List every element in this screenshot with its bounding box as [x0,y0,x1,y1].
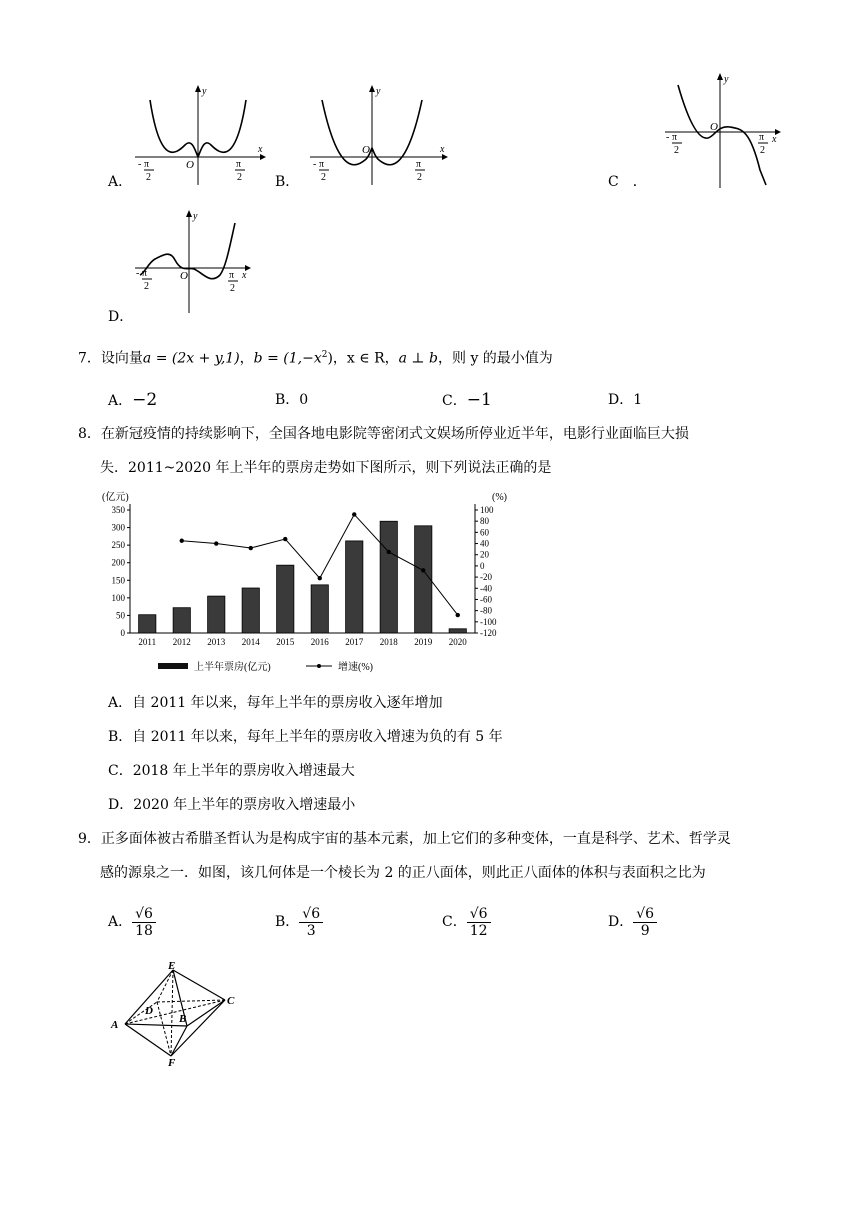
category-label: 2017 [345,637,364,647]
graph-b-neg-pi: π [319,159,325,170]
q9-option-d-label: D． [608,914,634,930]
q9-option-d-den: 9 [640,922,650,939]
growth-point [214,541,218,545]
box-office-chart-svg [100,488,540,678]
graph-a-x: x [258,144,263,155]
graph-d-origin: O [180,270,188,282]
vertex-e: E [168,960,176,972]
graph-a-neg-pi: π [144,159,150,170]
bar [346,541,363,633]
legend-line-label: 增速(%) [338,662,373,673]
q8-option-c: C．2018 年上半年的票房收入增速最大 [108,763,355,779]
vertex-b: B [179,1013,187,1025]
tick-label-right: 60 [480,527,489,538]
q9-option-d-num: √6 [633,906,657,923]
tick-label-right: 20 [480,549,489,560]
graph-a-2: 2 [237,172,242,183]
q7-prefix: 7．设向量 [78,350,143,367]
q9-option-a-den: 18 [135,922,153,939]
q9-option-a-label: A． [108,914,133,930]
chart-ylabel-left: (亿元) [102,492,129,503]
q6-option-d-label: D． [108,309,134,325]
graph-d-neg: - [136,268,140,279]
q7-vec-b: b = (1,−x [253,350,322,367]
q8-option-d: D．2020 年上半年的票房收入增速最小 [108,797,356,813]
q9-option-c-label: C． [442,914,467,930]
legend-bar-label: 上半年票房(亿元) [194,662,271,673]
chart-ylabel-right: (%) [492,492,507,503]
growth-point [249,546,253,550]
q7-option-c-value: −1 [466,390,492,410]
q7-vec-b-end: ) [327,350,333,367]
bar [415,526,432,633]
q7-option-b-value: 0 [299,392,309,408]
tick-label-right: 0 [480,560,485,571]
q9-option-a-num: √6 [132,906,156,923]
q9-stem-line2: 感的源泉之一．如图，该几何体是一个棱长为 2 的正八面体，则此正八面体的体积与表面积之比为 [100,865,706,881]
q9-stem-line1: 9．正多面体被古希腊圣哲认为是构成宇宙的基本元素，加上它们的多种变体，一直是科学、艺术、哲学灵 [78,831,731,847]
category-label: 2014 [241,637,260,647]
category-label: 2018 [379,637,398,647]
bar [242,588,259,633]
tick-label-right: -80 [480,605,492,616]
growth-point [180,539,184,543]
graph-d-pi: π [229,270,235,281]
vertex-c: C [227,995,235,1007]
q7-option-b-label: B． [275,392,300,408]
q7-option-a [108,390,157,411]
q8-option-b: B．自 2011 年以来，每年上半年的票房收入增速为负的有 5 年 [108,729,503,745]
graph-c-2: 2 [760,145,765,156]
bar [277,565,294,633]
graph-option-d [130,205,260,319]
q9-option-a [108,900,156,944]
octahedron-svg [105,958,245,1068]
graph-c-neg-2: 2 [674,145,679,156]
tick-label-left: 300 [111,522,125,533]
q7-vec-a: a = (2x + y,1) [142,350,240,367]
category-label: 2016 [310,637,329,647]
q7-option-c [442,390,492,411]
tick-label-left: 100 [111,592,125,603]
tick-label-right: -120 [480,628,497,638]
graph-d-y: y [193,211,198,222]
tick-label-right: -60 [480,594,492,605]
growth-point [387,550,391,554]
tick-label-left: 350 [111,505,125,515]
graph-b-pi: π [416,159,422,170]
q7-stem: 7．设向量a = (2x + y,1)，$b = (1,-x^2)$，x ∈ R，a ⊥ b，则 y 的最小值为 [78,350,553,367]
graph-b-origin: O [362,144,370,156]
q8-option-a: A．自 2011 年以来，每年上半年的票房收入逐年增加 [108,695,443,711]
graph-d-svg [130,205,260,315]
bar [311,585,328,633]
graph-a-neg-2: 2 [146,172,151,183]
graph-d-2: 2 [230,283,235,294]
tick-label-right: 100 [480,505,494,515]
tick-label-left: 50 [116,610,125,621]
graph-a-neg: - [138,159,142,170]
graph-b-svg [300,80,460,190]
graph-option-b [300,80,460,194]
q7-vec-b-exp: 2 [321,350,328,360]
graph-option-c [660,70,790,194]
graph-c-neg-pi: π [672,132,678,143]
legend-bar-swatch [158,663,188,669]
graph-a-y: y [202,86,207,97]
q6-option-c-label: C ． [608,174,647,190]
category-label: 2019 [414,637,433,647]
bar [449,629,466,633]
graph-c-svg [660,70,790,190]
bar [208,596,225,633]
growth-point [318,576,322,580]
tick-label-right: 40 [480,538,489,549]
q7-option-d [608,390,642,410]
tick-label-left: 250 [111,540,125,551]
q7-option-b [275,390,308,410]
q7-option-c-label: C． [442,393,467,409]
graph-b-2: 2 [417,172,422,183]
growth-point [352,512,356,516]
vertex-f: F [168,1057,176,1068]
graph-c-neg: - [666,132,670,143]
q9-option-c [442,900,491,944]
graph-c-origin: O [710,121,718,133]
graph-d-neg-pi: π [142,268,148,279]
tick-label-right: -100 [480,616,497,627]
graph-b-neg: - [313,159,317,170]
vertex-a: A [111,1019,119,1031]
growth-point [421,568,425,572]
tick-label-right: -20 [480,572,492,583]
octahedron-figure [105,958,245,1072]
q7-suffix: ，则 y 的最小值为 [438,350,553,367]
tick-label-left: 200 [111,557,125,568]
graph-b-y: y [376,86,381,97]
category-label: 2012 [172,637,191,647]
graph-b-x: x [440,144,445,155]
graph-d-neg-2: 2 [144,281,149,292]
category-label: 2011 [138,637,157,647]
graph-d-x: x [242,270,247,281]
q6-option-a-label: A． [108,174,133,190]
tick-label-left: 0 [120,628,125,638]
graph-a-svg [110,80,270,190]
q9-option-b-num: √6 [299,906,323,923]
q7-option-a-label: A． [108,393,133,409]
graph-a-origin: O [186,159,194,171]
graph-option-a [110,80,270,194]
q9-option-c-den: 12 [469,922,488,939]
vertex-d: D [145,1005,153,1017]
q7-perp: a ⊥ b [398,350,438,367]
q9-option-d [608,900,657,944]
graph-c-y: y [724,74,729,85]
tick-label-left: 150 [111,575,125,586]
growth-point [283,537,287,541]
growth-point [456,613,460,617]
q9-option-b-label: B． [275,914,300,930]
q9-option-b [275,900,323,944]
tick-label-right: 80 [480,516,489,527]
box-office-chart [100,488,540,682]
q9-option-b-den: 3 [306,922,316,939]
q7-option-d-label: D． [608,392,634,408]
graph-c-pi: π [759,132,765,143]
graph-b-neg-2: 2 [321,172,326,183]
category-label: 2020 [448,637,467,647]
graph-a-pi: π [236,159,242,170]
q7-option-a-value: −2 [132,390,158,410]
q8-stem-line2: 失．2011~2020 年上半年的票房走势如下图所示，则下列说法正确的是 [100,460,552,476]
graph-c-x: x [772,134,777,145]
q7-domain: ，x ∈ R， [332,350,399,367]
q8-stem-line1: 8．在新冠疫情的持续影响下，全国各地电影院等密闭式文娱场所停业近半年，电影行业面临巨大损 [78,426,689,442]
tick-label-right: -40 [480,583,492,594]
q7-option-d-value: 1 [633,392,643,408]
category-label: 2013 [207,637,226,647]
category-label: 2015 [276,637,295,647]
q9-option-c-num: √6 [467,906,491,923]
bar [139,615,156,633]
bar [173,608,190,633]
bar [380,521,397,633]
q6-option-b-label: B． [275,174,300,190]
